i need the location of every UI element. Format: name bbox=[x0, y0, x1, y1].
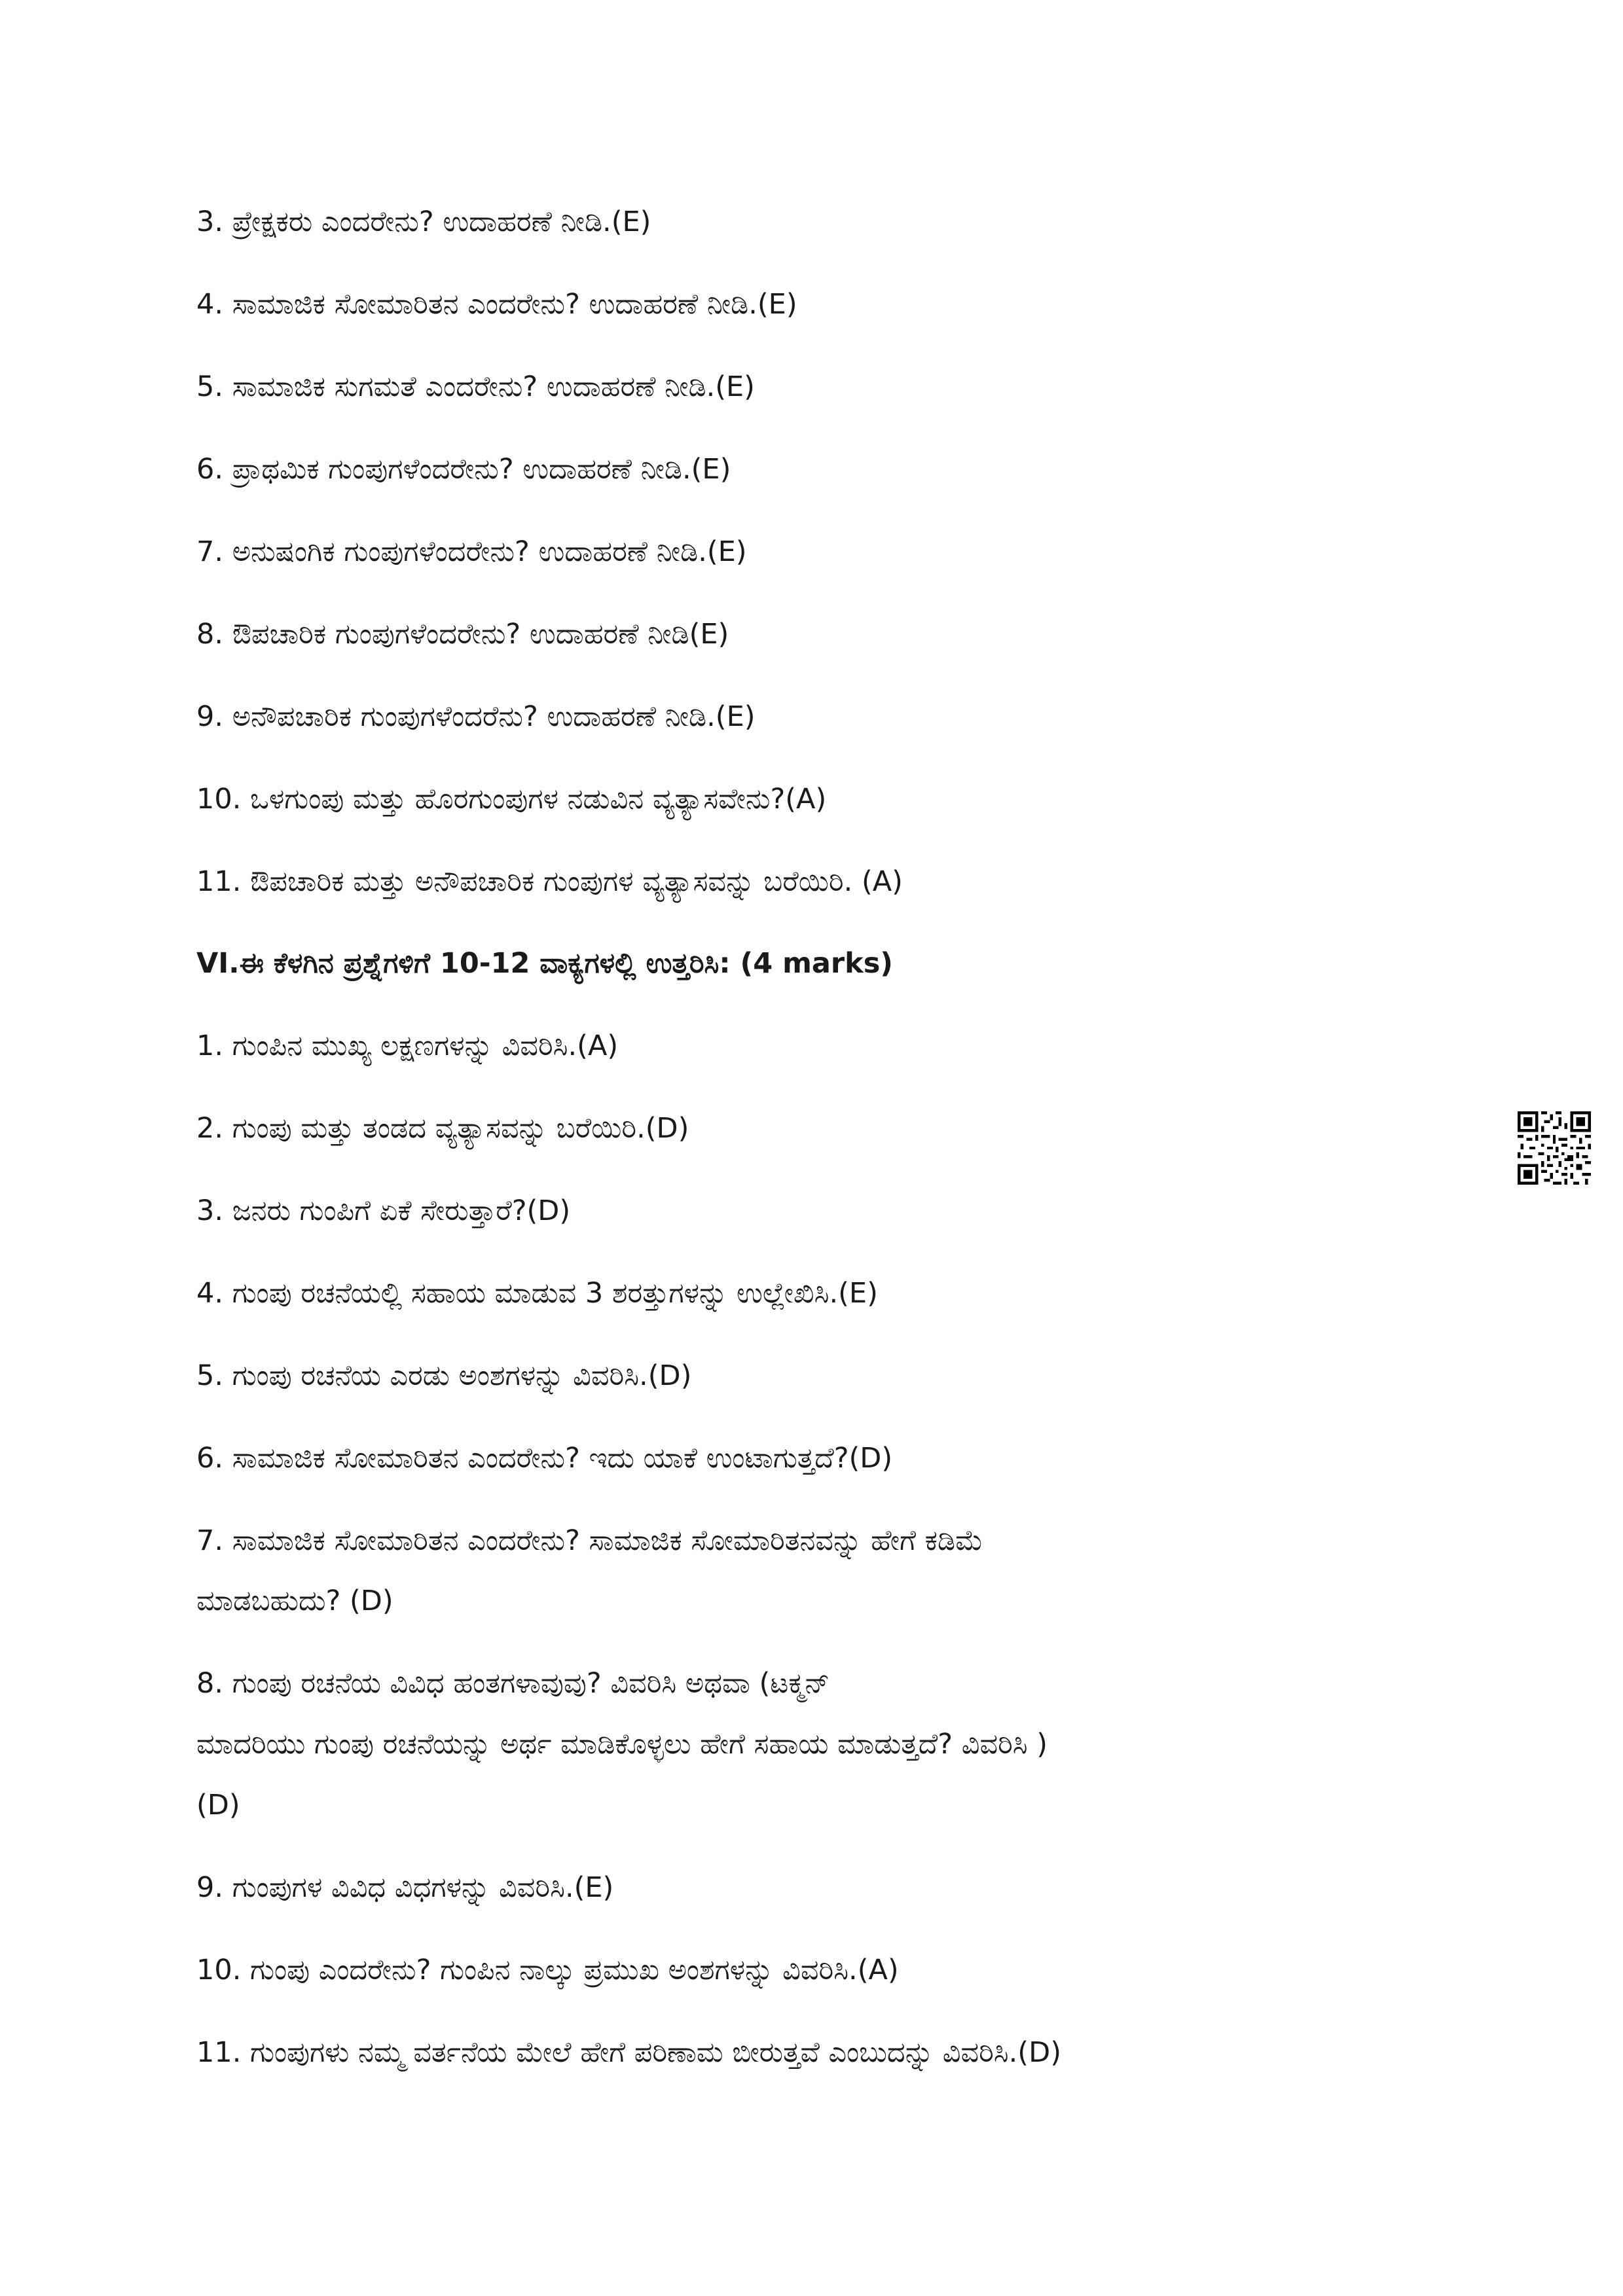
question-item: 4. ಸಾಮಾಜಿಕ ಸೋಮಾರಿತನ ಎಂದರೇನು? ಉದಾಹರಣೆ ನೀಡಿ.(E) bbox=[196, 288, 797, 321]
question-item: 3. ಜನರು ಗುಂಪಿಗೆ ಏಕೆ ಸೇರುತ್ತಾರೆ?(D) bbox=[196, 1194, 571, 1227]
question-item-continuation: ಮಾಡಬಹುದು? (D) bbox=[196, 1585, 393, 1617]
question-item: 11. ಔಪಚಾರಿಕ ಮತ್ತು ಅನೌಪಚಾರಿಕ ಗುಂಪುಗಳ ವ್ಯತ್ಯಾಸವನ್ನು ಬರೆಯಿರಿ. (A) bbox=[196, 865, 903, 898]
question-item: 6. ಸಾಮಾಜಿಕ ಸೋಮಾರಿತನ ಎಂದರೇನು? ಇದು ಯಾಕೆ ಉಂಟಾಗುತ್ತದೆ?(D) bbox=[196, 1442, 893, 1475]
qr-code-icon bbox=[1518, 1111, 1591, 1185]
question-item: 5. ಗುಂಪು ರಚನೆಯ ಎರಡು ಅಂಶಗಳನ್ನು ವಿವರಿಸಿ.(D) bbox=[196, 1359, 692, 1392]
question-item: 9. ಅನೌಪಚಾರಿಕ ಗುಂಪುಗಳೆಂದರೆನು? ಉದಾಹರಣೆ ನೀಡಿ.(E) bbox=[196, 700, 756, 733]
question-item-continuation: ಮಾದರಿಯು ಗುಂಪು ರಚನೆಯನ್ನು ಅರ್ಥ ಮಾಡಿಕೊಳ್ಳಲು ಹೇಗೆ ಸಹಾಯ ಮಾಡುತ್ತದೆ? ವಿವರಿಸಿ ) bbox=[196, 1728, 1048, 1761]
question-item: 8. ಗುಂಪು ರಚನೆಯ ವಿವಿಧ ಹಂತಗಳಾವುವು? ವಿವರಿಸಿ ಅಥವಾ (ಟಕ್ಮನ್ bbox=[196, 1667, 830, 1700]
question-item: 11. ಗುಂಪುಗಳು ನಮ್ಮ ವರ್ತನೆಯ ಮೇಲೆ ಹೇಗೆ ಪರಿಣಾಮ ಬೀರುತ್ತವೆ ಎಂಬುದನ್ನು ವಿವರಿಸಿ.(D) bbox=[196, 2036, 1061, 2069]
question-item: 4. ಗುಂಪು ರಚನೆಯಲ್ಲಿ ಸಹಾಯ ಮಾಡುವ 3 ಶರತ್ತುಗಳನ್ನು ಉಲ್ಲೇಖಿಸಿ.(E) bbox=[196, 1277, 878, 1310]
question-item: 7. ಸಾಮಾಜಿಕ ಸೋಮಾರಿತನ ಎಂದರೇನು? ಸಾಮಾಜಿಕ ಸೋಮಾರಿತನವನ್ನು ಹೇಗೆ ಕಡಿಮೆ bbox=[196, 1524, 983, 1557]
question-item: 2. ಗುಂಪು ಮತ್ತು ತಂಡದ ವ್ಯತ್ಯಾಸವನ್ನು ಬರೆಯಿರಿ.(D) bbox=[196, 1112, 689, 1145]
question-item: 10. ಗುಂಪು ಎಂದರೇನು? ಗುಂಪಿನ ನಾಲ್ಕು ಪ್ರಮುಖ ಅಂಶಗಳನ್ನು ವಿವರಿಸಿ.(A) bbox=[196, 1954, 899, 1986]
question-item: 9. ಗುಂಪುಗಳ ವಿವಿಧ ವಿಧಗಳನ್ನು ವಿವರಿಸಿ.(E) bbox=[196, 1871, 614, 1904]
question-item: 10. ಒಳಗುಂಪು ಮತ್ತು ಹೊರಗುಂಪುಗಳ ನಡುವಿನ ವ್ಯತ್ಯಾಸವೇನು?(A) bbox=[196, 783, 827, 816]
question-item: 6. ಪ್ರಾಥಮಿಕ ಗುಂಪುಗಳೆಂದರೇನು? ಉದಾಹರಣೆ ನೀಡಿ.(E) bbox=[196, 453, 731, 486]
question-item: 1. ಗುಂಪಿನ ಮುಖ್ಯ ಲಕ್ಷಣಗಳನ್ನು ವಿವರಿಸಿ.(A) bbox=[196, 1030, 619, 1062]
question-item-continuation: (D) bbox=[196, 1789, 240, 1821]
question-item: 8. ಔಪಚಾರಿಕ ಗುಂಪುಗಳೆಂದರೇನು? ಉದಾಹರಣೆ ನೀಡಿ(E) bbox=[196, 618, 729, 651]
question-item: 7. ಅನುಷಂಗಿಕ ಗುಂಪುಗಳೆಂದರೇನು? ಉದಾಹರಣೆ ನೀಡಿ.(E) bbox=[196, 535, 747, 568]
question-item: 3. ಪ್ರೇಕ್ಷಕರು ಎಂದರೇನು? ಉದಾಹರಣೆ ನೀಡಿ.(E) bbox=[196, 206, 651, 238]
question-item: 5. ಸಾಮಾಜಿಕ ಸುಗಮತೆ ಎಂದರೇನು? ಉದಾಹರಣೆ ನೀಡಿ.(E) bbox=[196, 370, 755, 403]
section-heading: VI.ಈ ಕೆಳಗಿನ ಪ್ರಶ್ನೆಗಳಿಗೆ 10-12 ವಾಕ್ಯಗಳಲ್ಲಿ ಉತ್ತರಿಸಿ: (4 marks) bbox=[196, 947, 893, 980]
